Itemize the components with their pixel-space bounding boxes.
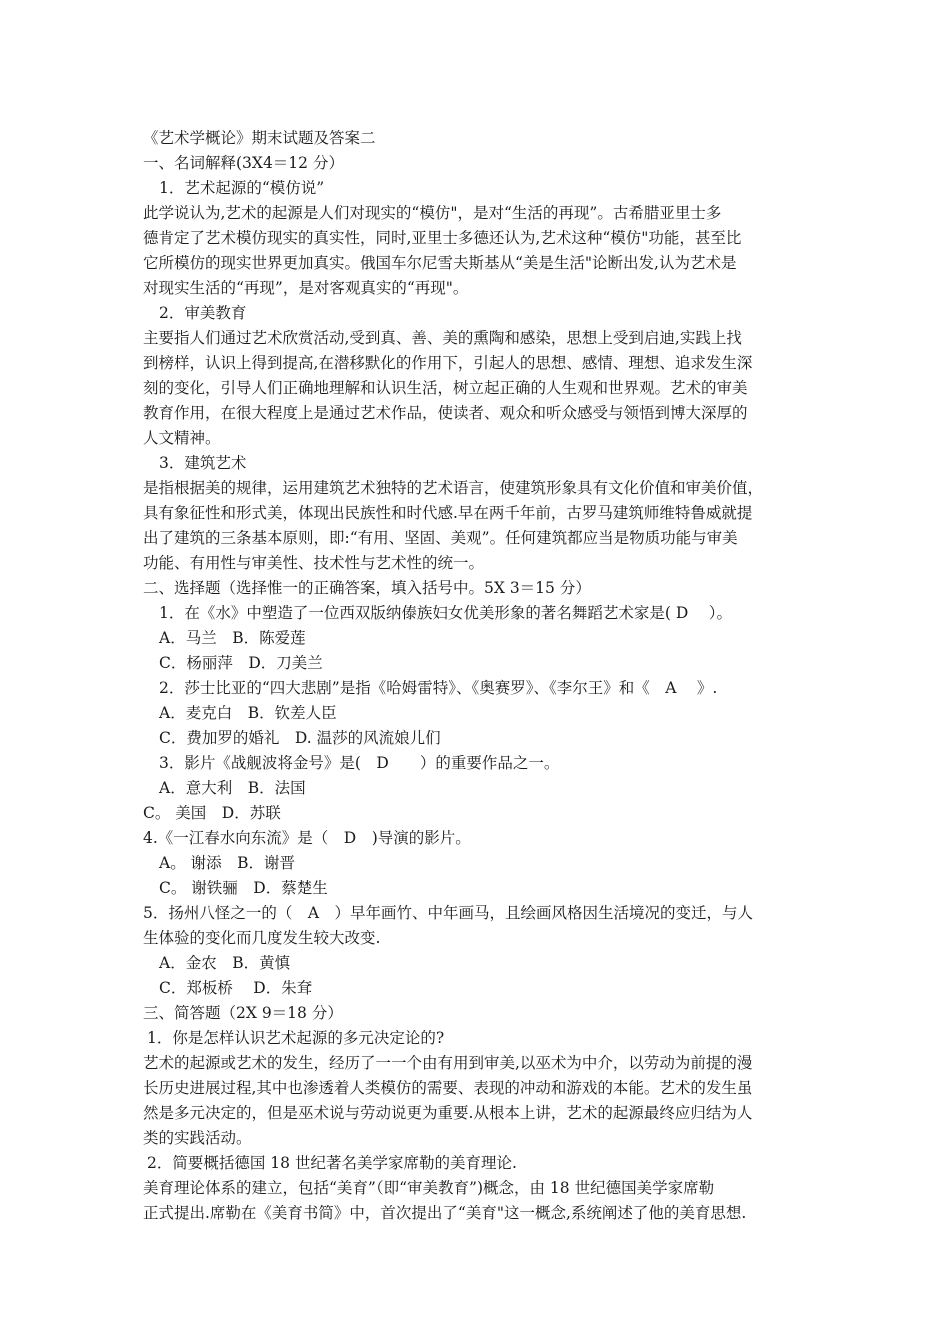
document-body xyxy=(143,126,815,1226)
term-3-line: 出了建筑的三条基本原则，即:“有用、坚固、美观”。任何建筑都应当是物质功能与审美 xyxy=(143,529,738,547)
choice-line: 3．影片《战舰波将金号》是( D ）的重要作品之一。 xyxy=(159,754,560,772)
choice-line: C．费加罗的婚礼 D. 温莎的风流娘儿们 xyxy=(159,729,441,747)
short-answer-1-line: 长历史进展过程,其中也渗透着人类模仿的需要、表现的冲动和游戏的本能。艺术的发生虽 xyxy=(143,1079,753,1097)
short-answer-1-line: 然是多元决定的，但是巫术说与劳动说更为重要.从根本上讲，艺术的起源最终应归结为人 xyxy=(143,1104,753,1122)
term-2-line: 人文精神。 xyxy=(143,429,221,447)
short-answer-2-question: 2．简要概括德国 18 世纪著名美学家席勒的美育理论. xyxy=(147,1154,517,1172)
choice-line: A．金农 B．黄慎 xyxy=(159,954,291,972)
term-2-heading: 2．审美教育 xyxy=(159,304,247,322)
choice-line: A．意大利 B．法国 xyxy=(159,779,306,797)
short-answer-2-line: 正式提出.席勒在《美育书简》中，首次提出了“美育"这一概念,系统阐述了他的美育思想. xyxy=(143,1204,747,1222)
term-2-line: 教育作用，在很大程度上是通过艺术作品，使读者、观众和听众感受与领悟到博大深厚的 xyxy=(143,404,748,422)
choice-line: A．马兰 B．陈爱莲 xyxy=(159,629,306,647)
section-2-heading: 二、选择题（选择惟一的正确答案，填入括号中。5X 3＝15 分） xyxy=(143,579,591,597)
term-3-line: 功能、有用性与审美性、技术性与艺术性的统一。 xyxy=(143,554,485,572)
choice-questions xyxy=(143,601,815,1001)
section-1-heading: 一、名词解释(3X4＝12 分） xyxy=(143,154,344,172)
section-3-heading: 三、简答题（2X 9＝18 分） xyxy=(143,1004,343,1022)
short-answer-1-question: 1．你是怎样认识艺术起源的多元决定论的? xyxy=(147,1029,445,1047)
choice-line: C．杨丽萍 D．刀美兰 xyxy=(159,654,323,672)
short-answer-1-line: 艺术的起源或艺术的发生，经历了一一个由有用到审美,以巫术为中介，以劳动为前提的漫 xyxy=(143,1054,753,1072)
term-1-heading: 1．艺术起源的“模仿说” xyxy=(159,179,325,197)
term-2-line: 刻的变化，引导人们正确地理解和认识生活，树立起正确的人生观和世界观。艺术的审美 xyxy=(143,379,748,397)
term-1-line: 它所模仿的现实世界更加真实。俄国车尔尼雪夫斯基从“美是生活"论断出发,认为艺术是 xyxy=(143,254,737,272)
choice-line: 4.《一江春水向东流》是（ D )导演的影片。 xyxy=(143,829,471,847)
term-2-line: 主要指人们通过艺术欣赏活动,受到真、善、美的熏陶和感染，思想上受到启迪,实践上找 xyxy=(143,329,742,347)
term-3-line: 具有象征性和形式美，体现出民族性和时代感.早在两千年前，古罗马建筑师维特鲁威就提 xyxy=(143,504,753,522)
term-2-line: 到榜样，认识上得到提高,在潜移默化的作用下，引起人的思想、感情、理想、追求发生深 xyxy=(143,354,753,372)
short-answer-1-line: 类的实践活动。 xyxy=(143,1129,252,1147)
short-answer-2-line: 美育理论体系的建立，包括“美育”（即“审美教育”)概念，由 18 世纪德国美学家席勒 xyxy=(143,1179,715,1197)
term-1-line: 此学说认为,艺术的起源是人们对现实的“模仿"，是对“生活的再现”。古希腊亚里士多 xyxy=(143,204,722,222)
choice-line: C。 谢铁骊 D．蔡楚生 xyxy=(159,879,328,897)
document-title: 《艺术学概论》期末试题及答案二 xyxy=(143,129,376,147)
choice-line: A．麦克白 B．钦差人臣 xyxy=(159,704,337,722)
term-3-line: 是指根据美的规律，运用建筑艺术独特的艺术语言，使建筑形象具有文化价值和审美价值， xyxy=(143,479,764,497)
choice-line: 2．莎士比亚的“四大悲剧”是指《哈姆雷特》、《奥赛罗》、《李尔王》和《 A 》. xyxy=(159,679,718,697)
choice-line: A。 谢添 B．谢晋 xyxy=(159,854,296,872)
choice-line: 生体验的变化而几度发生较大改变. xyxy=(143,929,381,947)
choice-line: C。 美国 D．苏联 xyxy=(143,804,281,822)
choice-line: 1．在《水》中塑造了一位西双版纳傣族妇女优美形象的著名舞蹈艺术家是( D ）。 xyxy=(159,604,732,622)
term-3-heading: 3．建筑艺术 xyxy=(159,454,247,472)
term-1-line: 德肯定了艺术模仿现实的真实性，同时,亚里士多德还认为,艺术这种“模仿"功能，甚至比 xyxy=(143,229,742,247)
term-1-line: 对现实生活的“再现”，是对客观真实的“再现"。 xyxy=(143,279,469,297)
choice-line: C．郑板桥 D．朱耷 xyxy=(159,979,313,997)
choice-line: 5．扬州八怪之一的（ A ）早年画竹、中年画马，且绘画风格因生活境况的变迁，与人 xyxy=(143,904,754,922)
